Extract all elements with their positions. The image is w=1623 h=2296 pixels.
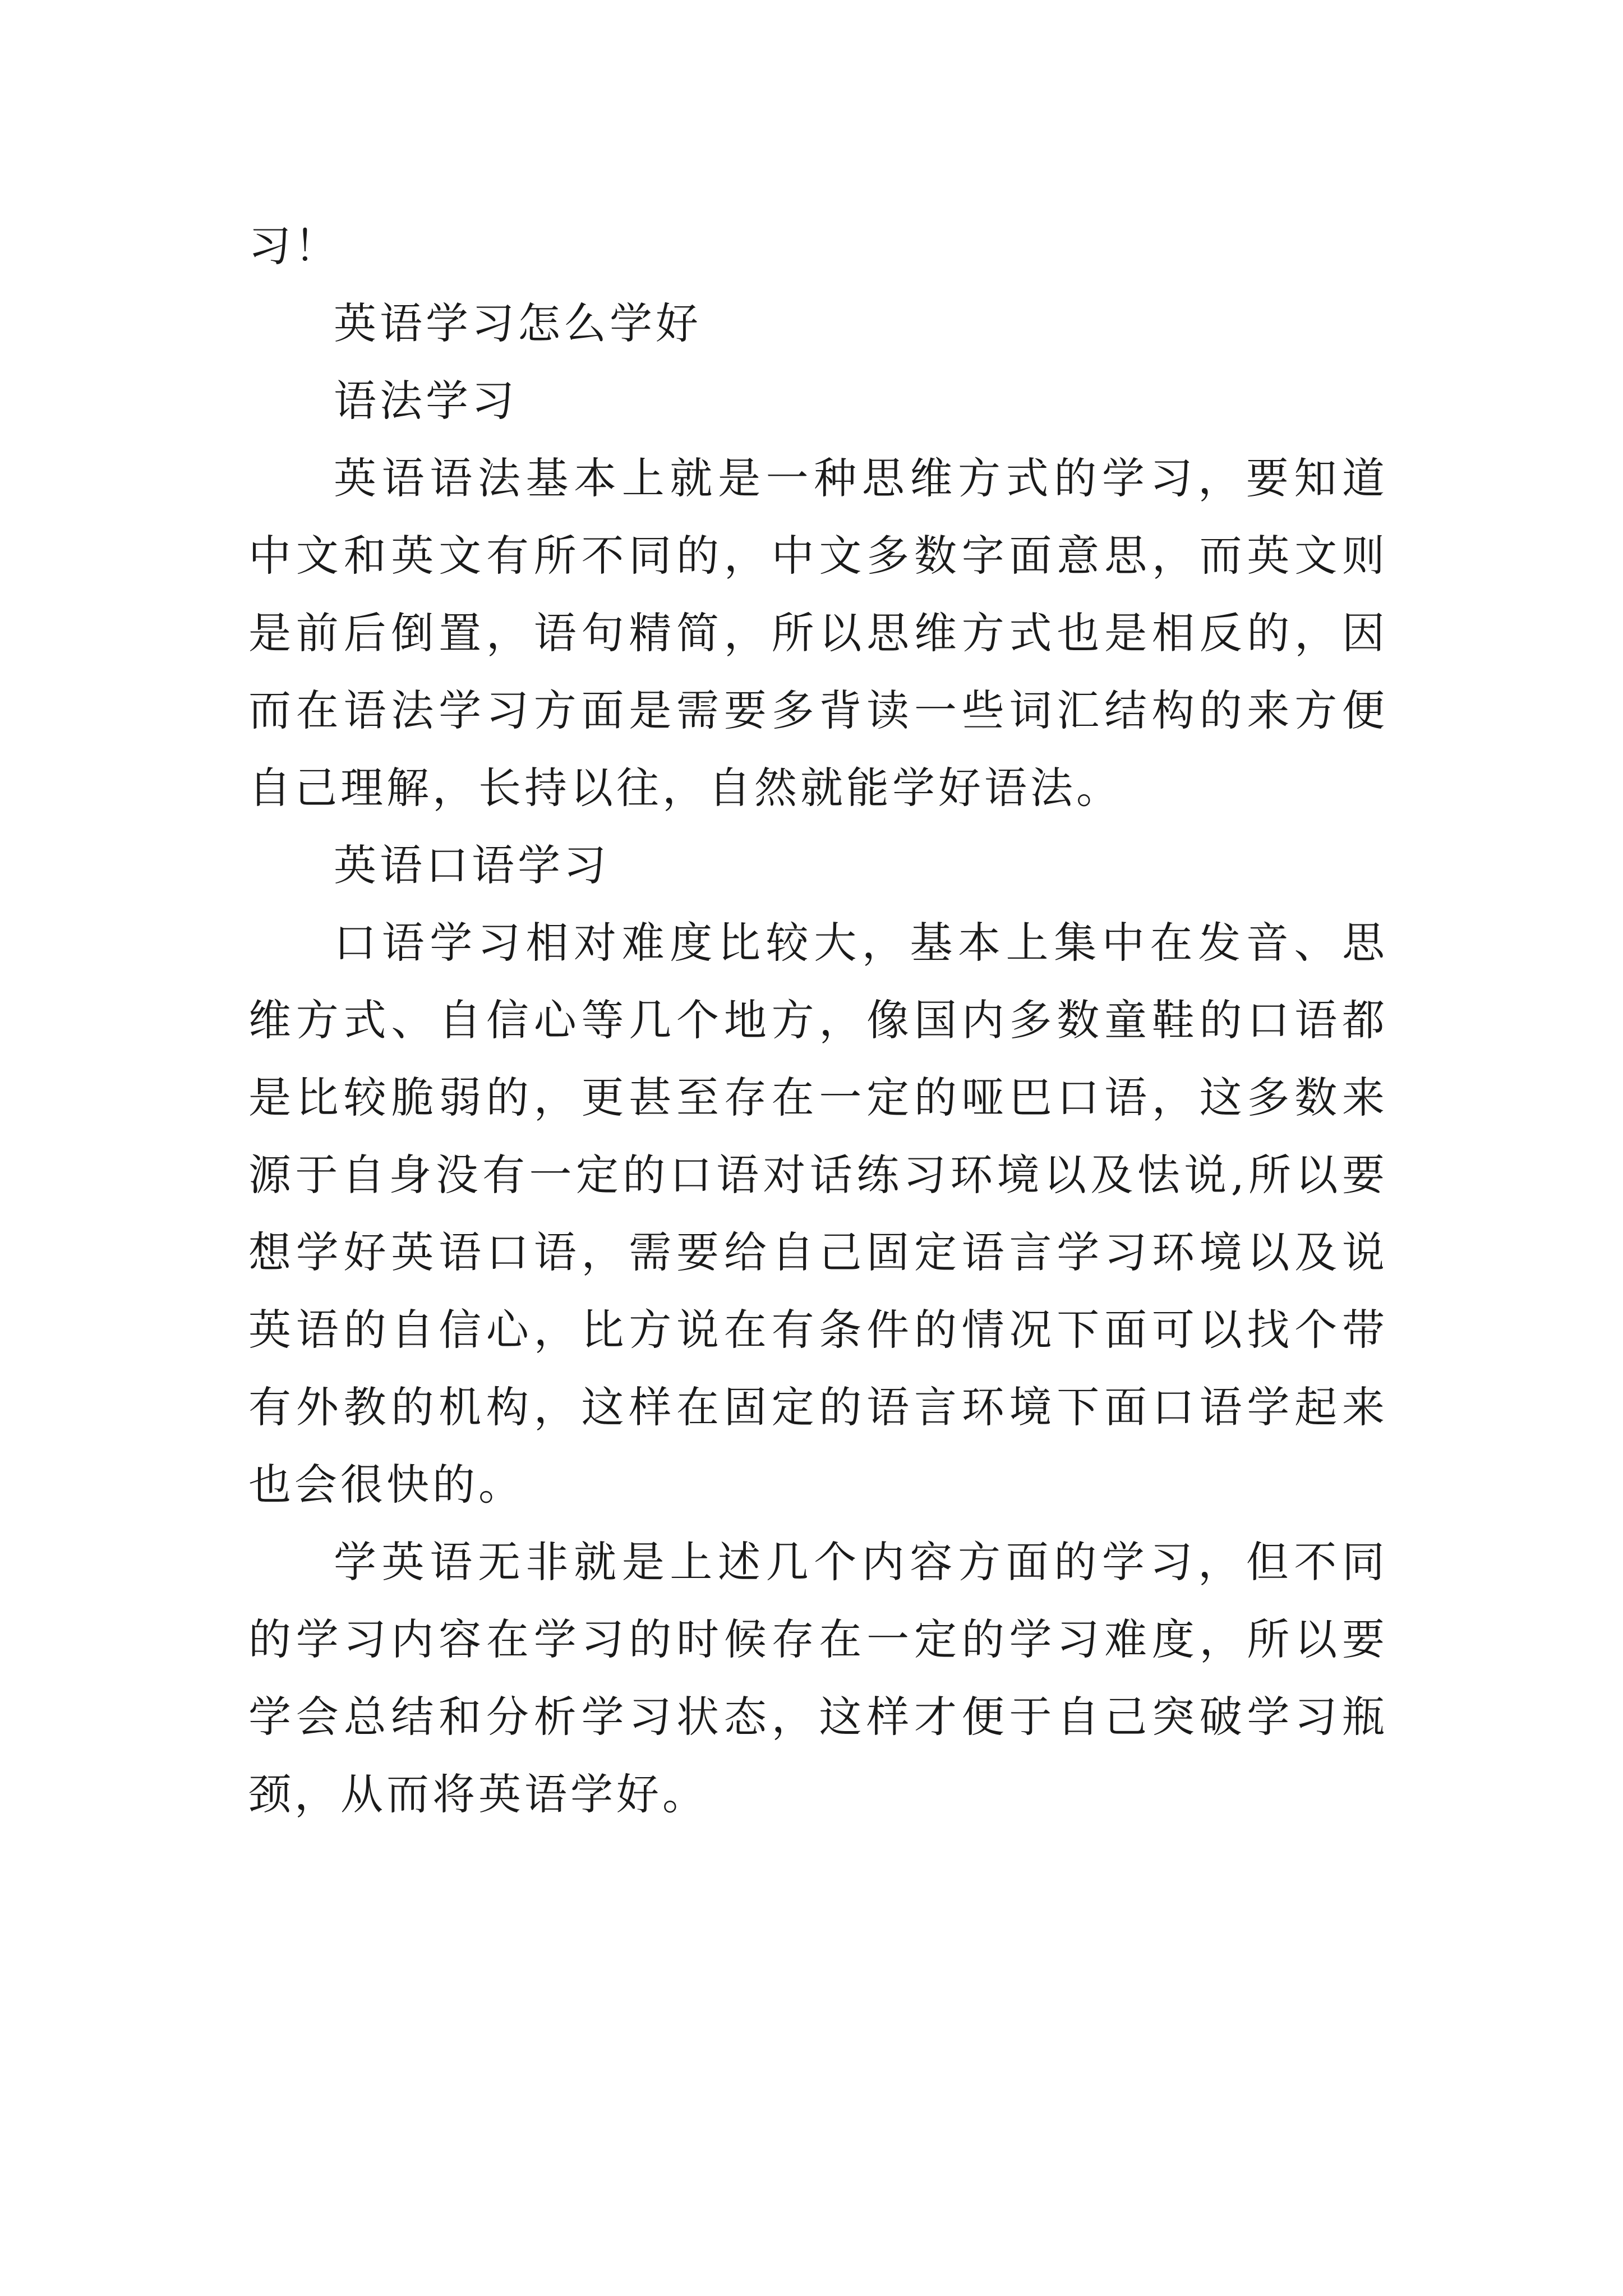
paragraph-continuation: 习！	[248, 221, 340, 271]
paragraph-conclusion: 学英语无非就是上述几个内容方面的学习，但不同的学习内容在学习的时候存在一定的学习难度，所以要学会总结和分析学习状态，这样才便于自己突破学习瓶颈，从而将英语学好。	[248, 1537, 1388, 1819]
paragraph-grammar: 英语语法基本上就是一种思维方式的学习，要知道中文和英文有所不同的，中文多数字面意思，而英文则是前后倒置，语句精简，所以思维方式也是相反的，因而在语法学习方面是需要多背读一些词汇结构的来方便自己理解，长持以往，自然就能学好语法。	[248, 453, 1388, 813]
section-heading-how-to-learn: 英语学习怎么学好	[334, 298, 702, 348]
section-heading-speaking: 英语口语学习	[334, 840, 610, 890]
paragraph-speaking: 口语学习相对难度比较大，基本上集中在发音、思维方式、自信心等几个地方，像国内多数童鞋的口语都是比较脆弱的，更甚至存在一定的哑巴口语，这多数来源于自身没有一定的口语对话练习环境以及怯说,所以要想学好英语口语，需要给自己固定语言学习环境以及说英语的自信心，比方说在有条件的情况下面可以找个带有外教的机构，这样在固定的语言环境下面口语学起来也会很快的。	[248, 918, 1388, 1510]
document-body	[248, 208, 1388, 1833]
section-heading-grammar: 语法学习	[334, 376, 518, 426]
